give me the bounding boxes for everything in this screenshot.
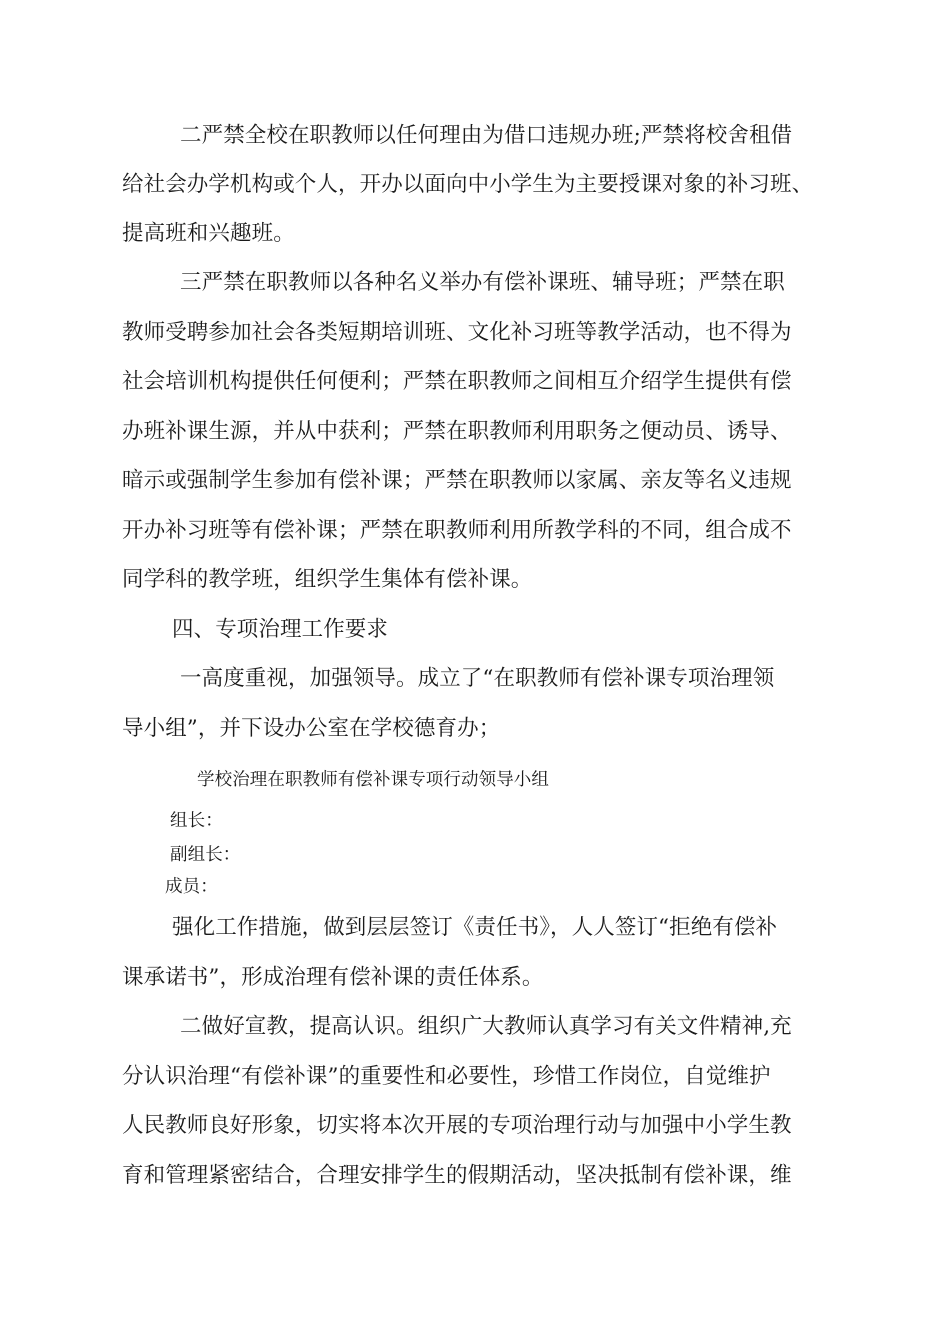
paragraph-4-line-2: 导小组”，并下设办公室在学校德育办； <box>122 716 501 741</box>
paragraph-3-line-4: 办班补课生源，并从中获利；严禁在职教师利用职务之便动员、诱导、 <box>122 419 792 444</box>
group-deputy-label: 副组长： <box>170 845 241 865</box>
group-title: 学校治理在职教师有偿补课专项行动领导小组 <box>197 770 549 790</box>
paragraph-3-line-3: 社会培训机构提供任何便利；严禁在职教师之间相互介绍学生提供有偿 <box>122 369 792 394</box>
paragraph-5-line-1: 强化工作措施，做到层层签订《责任书》，人人签订“拒绝有偿补 <box>172 915 778 940</box>
group-members-label: 成员： <box>165 877 218 897</box>
paragraph-6-line-3: 人民教师良好形象，切实将本次开展的专项治理行动与加强中小学生教 <box>122 1113 792 1138</box>
paragraph-2-line-2: 给社会办学机构或个人，开办以面向中小学生为主要授课对象的补习班、 <box>122 172 814 197</box>
paragraph-3-line-7: 同学科的教学班，组织学生集体有偿补课。 <box>122 567 533 592</box>
paragraph-6-line-2: 分认识治理“有偿补课”的重要性和必要性，珍惜工作岗位，自觉维护 <box>122 1064 771 1089</box>
paragraph-6-line-4: 育和管理紧密结合，合理安排学生的假期活动，坚决抵制有偿补课，维 <box>122 1163 792 1188</box>
section-heading: 四、专项治理工作要求 <box>172 617 389 642</box>
paragraph-3-line-1: 三严禁在职教师以各种名义举办有偿补课班、辅导班；严禁在职 <box>180 270 785 295</box>
paragraph-3-line-6: 开办补习班等有偿补课；严禁在职教师利用所教学科的不同，组合成不 <box>122 518 792 543</box>
paragraph-2-line-1: 二严禁全校在职教师以任何理由为借口违规办班;严禁将校舍租借 <box>180 123 793 148</box>
paragraph-2-line-3: 提高班和兴趣班。 <box>122 221 295 246</box>
paragraph-3-line-5: 暗示或强制学生参加有偿补课；严禁在职教师以家属、亲友等名义违规 <box>122 468 792 493</box>
paragraph-6-line-1: 二做好宣教，提高认识。组织广大教师认真学习有关文件精神,充 <box>180 1014 792 1039</box>
paragraph-5-line-2: 课承诺书”，形成治理有偿补课的责任体系。 <box>122 965 544 990</box>
paragraph-4-line-1: 一高度重视，加强领导。成立了“在职教师有偿补课专项治理领 <box>180 666 775 691</box>
paragraph-3-line-2: 教师受聘参加社会各类短期培训班、文化补习班等教学活动，也不得为 <box>122 320 792 345</box>
group-leader-label: 组长： <box>170 811 223 831</box>
